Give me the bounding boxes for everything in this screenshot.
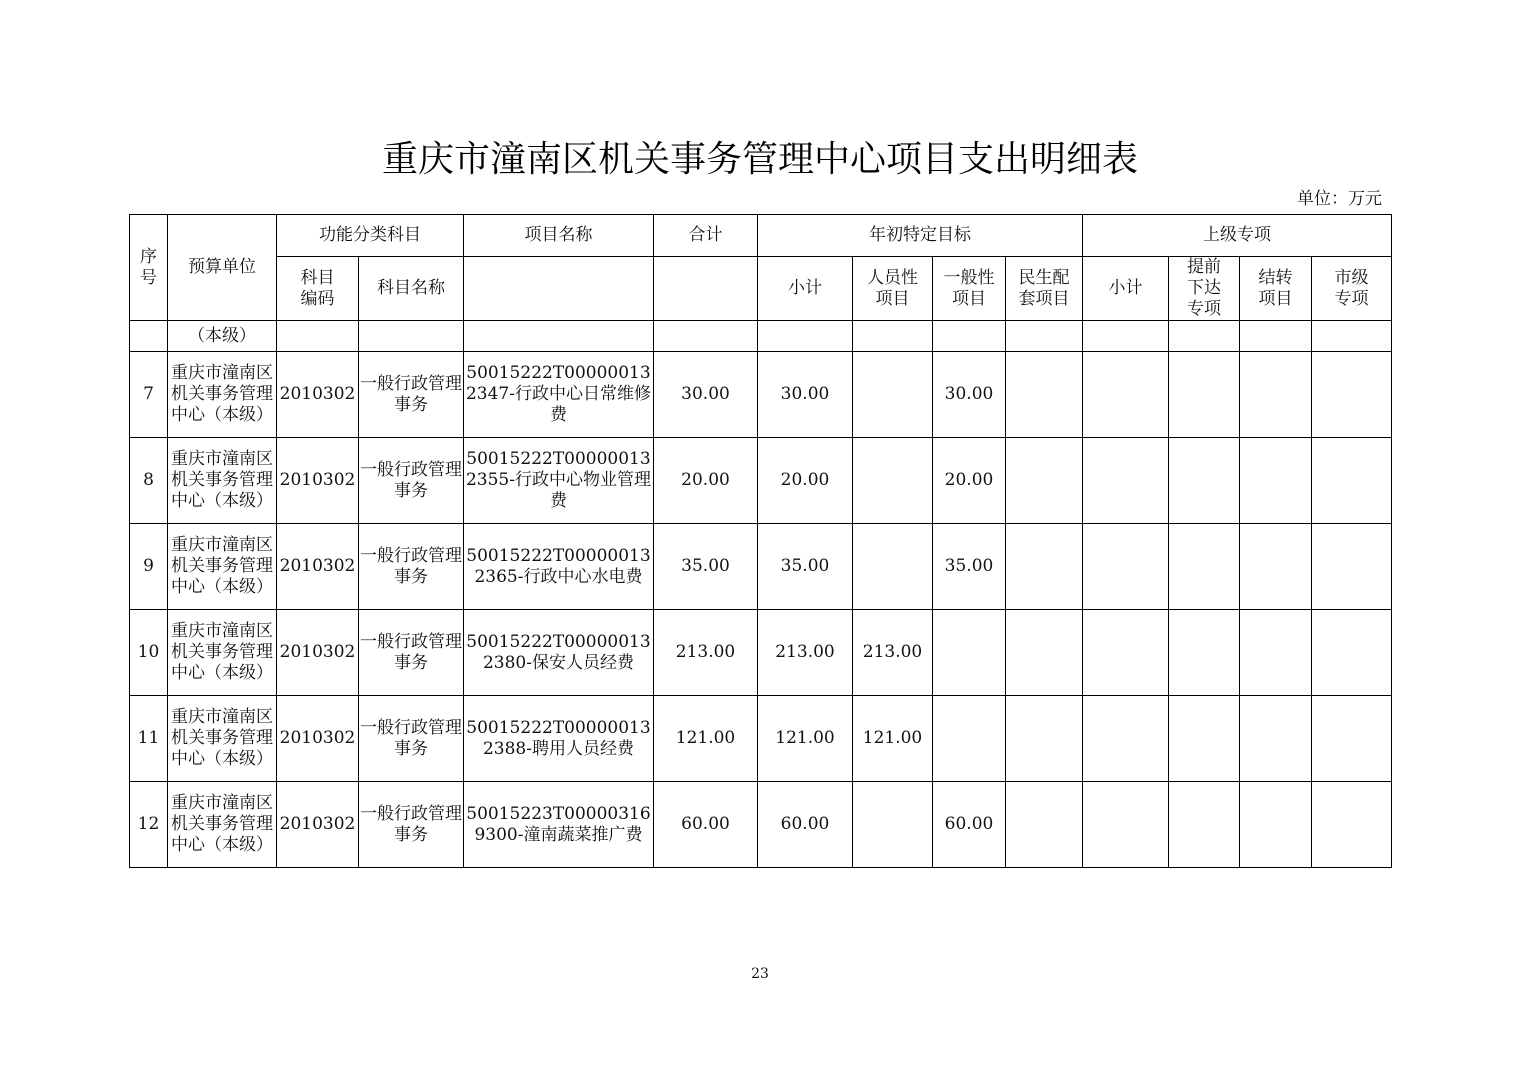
cell-livelihood — [1006, 438, 1083, 524]
header-subject-name: 科目名称 — [359, 257, 464, 321]
cell-subject-name: 一般行政管理事务 — [359, 524, 464, 610]
header-advance-issue: 提前下达专项 — [1169, 257, 1240, 321]
cell-general — [933, 696, 1006, 782]
cell-personnel — [853, 352, 933, 438]
cell-annual-subtotal: 20.00 — [758, 438, 853, 524]
cell-carryover — [1240, 696, 1312, 782]
cell-advance — [1169, 352, 1240, 438]
cell-general: 20.00 — [933, 438, 1006, 524]
cell-livelihood — [1006, 524, 1083, 610]
cell-personnel — [853, 782, 933, 868]
header-upper-subtotal: 小计 — [1083, 257, 1169, 321]
cell-annual-subtotal: 35.00 — [758, 524, 853, 610]
cell-city — [1312, 352, 1392, 438]
header-row-2 — [130, 257, 1392, 321]
cell-carryover — [1240, 524, 1312, 610]
header-total: 合计 — [654, 215, 758, 257]
cell-seq: 8 — [130, 438, 168, 524]
cell-budget-unit: 重庆市潼南区机关事务管理中心（本级） — [168, 782, 277, 868]
header-city-special: 市级专项 — [1312, 257, 1392, 321]
header-row-1 — [130, 215, 1392, 257]
header-subject-code: 科目编码 — [277, 257, 359, 321]
cell-project-name: 50015222T000000132365-行政中心水电费 — [464, 524, 654, 610]
table-row — [130, 696, 1392, 782]
cell-subject-name: 一般行政管理事务 — [359, 352, 464, 438]
cell-city — [1312, 524, 1392, 610]
cell-livelihood — [1006, 610, 1083, 696]
cell-budget-unit: 重庆市潼南区机关事务管理中心（本级） — [168, 352, 277, 438]
cell-carryover — [1240, 438, 1312, 524]
cell-city — [1312, 610, 1392, 696]
cell-personnel — [853, 524, 933, 610]
cell-subject-name: 一般行政管理事务 — [359, 438, 464, 524]
cell-upper-subtotal — [1083, 610, 1169, 696]
cell-subject-name: 一般行政管理事务 — [359, 610, 464, 696]
continuation-row — [130, 321, 1392, 352]
cell-personnel — [853, 438, 933, 524]
cell-seq: 9 — [130, 524, 168, 610]
cell-total: 20.00 — [654, 438, 758, 524]
cell-subject-code: 2010302 — [277, 352, 359, 438]
cell-city — [1312, 696, 1392, 782]
cell-advance — [1169, 610, 1240, 696]
header-function-class: 功能分类科目 — [277, 215, 464, 257]
cell-total: 213.00 — [654, 610, 758, 696]
cell-general: 35.00 — [933, 524, 1006, 610]
cell-advance — [1169, 524, 1240, 610]
table-row — [130, 524, 1392, 610]
table-row — [130, 352, 1392, 438]
cell-total: 121.00 — [654, 696, 758, 782]
cell-city — [1312, 438, 1392, 524]
cell-seq: 11 — [130, 696, 168, 782]
table-body — [130, 215, 1392, 868]
cell-advance — [1169, 438, 1240, 524]
cell-general — [933, 610, 1006, 696]
project-expenditure-table — [129, 214, 1392, 868]
cell-city — [1312, 782, 1392, 868]
cell-total: 60.00 — [654, 782, 758, 868]
header-project-name-blank — [464, 257, 654, 321]
header-budget-unit: 预算单位 — [168, 215, 277, 321]
header-annual-target: 年初特定目标 — [758, 215, 1083, 257]
cell-project-name: 50015222T000000132380-保安人员经费 — [464, 610, 654, 696]
cell-subject-code: 2010302 — [277, 438, 359, 524]
header-annual-subtotal: 小计 — [758, 257, 853, 321]
cell-livelihood — [1006, 782, 1083, 868]
cell-general: 60.00 — [933, 782, 1006, 868]
cell-livelihood — [1006, 696, 1083, 782]
cell-carryover — [1240, 352, 1312, 438]
cell-livelihood — [1006, 352, 1083, 438]
cell-advance — [1169, 782, 1240, 868]
cell-project-name: 50015223T000003169300-潼南蔬菜推广费 — [464, 782, 654, 868]
cell-project-name: 50015222T000000132347-行政中心日常维修费 — [464, 352, 654, 438]
cell-total: 30.00 — [654, 352, 758, 438]
cell-project-name: 50015222T000000132388-聘用人员经费 — [464, 696, 654, 782]
cell-annual-subtotal: 213.00 — [758, 610, 853, 696]
cell-subject-name: 一般行政管理事务 — [359, 696, 464, 782]
header-carryover-project: 结转项目 — [1240, 257, 1312, 321]
cell-subject-code: 2010302 — [277, 782, 359, 868]
cell-total: 35.00 — [654, 524, 758, 610]
cell-annual-subtotal: 30.00 — [758, 352, 853, 438]
cell-advance — [1169, 696, 1240, 782]
header-personnel-project: 人员性项目 — [853, 257, 933, 321]
header-project-name: 项目名称 — [464, 215, 654, 257]
cell-general: 30.00 — [933, 352, 1006, 438]
cell-seq: 12 — [130, 782, 168, 868]
cell-budget-unit: 重庆市潼南区机关事务管理中心（本级） — [168, 438, 277, 524]
cell-carryover — [1240, 782, 1312, 868]
cell-upper-subtotal — [1083, 524, 1169, 610]
cell-subject-code: 2010302 — [277, 610, 359, 696]
cell-personnel: 121.00 — [853, 696, 933, 782]
continuation-budget-unit: （本级） — [168, 321, 277, 352]
cell-personnel: 213.00 — [853, 610, 933, 696]
cell-upper-subtotal — [1083, 438, 1169, 524]
cell-subject-name: 一般行政管理事务 — [359, 782, 464, 868]
cell-annual-subtotal: 60.00 — [758, 782, 853, 868]
page-number: 23 — [751, 966, 769, 982]
cell-seq: 7 — [130, 352, 168, 438]
cell-budget-unit: 重庆市潼南区机关事务管理中心（本级） — [168, 696, 277, 782]
cell-upper-subtotal — [1083, 696, 1169, 782]
cell-upper-subtotal — [1083, 352, 1169, 438]
header-total-blank — [654, 257, 758, 321]
page-title: 重庆市潼南区机关事务管理中心项目支出明细表 — [381, 139, 1138, 180]
header-general-project: 一般性项目 — [933, 257, 1006, 321]
cell-subject-code: 2010302 — [277, 524, 359, 610]
header-livelihood-project: 民生配套项目 — [1006, 257, 1083, 321]
cell-subject-code: 2010302 — [277, 696, 359, 782]
cell-budget-unit: 重庆市潼南区机关事务管理中心（本级） — [168, 524, 277, 610]
cell-carryover — [1240, 610, 1312, 696]
header-seq: 序号 — [130, 215, 168, 321]
table-row — [130, 438, 1392, 524]
cell-upper-subtotal — [1083, 782, 1169, 868]
header-upper-special: 上级专项 — [1083, 215, 1392, 257]
cell-budget-unit: 重庆市潼南区机关事务管理中心（本级） — [168, 610, 277, 696]
table-row — [130, 610, 1392, 696]
cell-annual-subtotal: 121.00 — [758, 696, 853, 782]
unit-label: 单位：万元 — [1297, 189, 1382, 209]
cell-seq: 10 — [130, 610, 168, 696]
cell-project-name: 50015222T000000132355-行政中心物业管理费 — [464, 438, 654, 524]
table-row — [130, 782, 1392, 868]
